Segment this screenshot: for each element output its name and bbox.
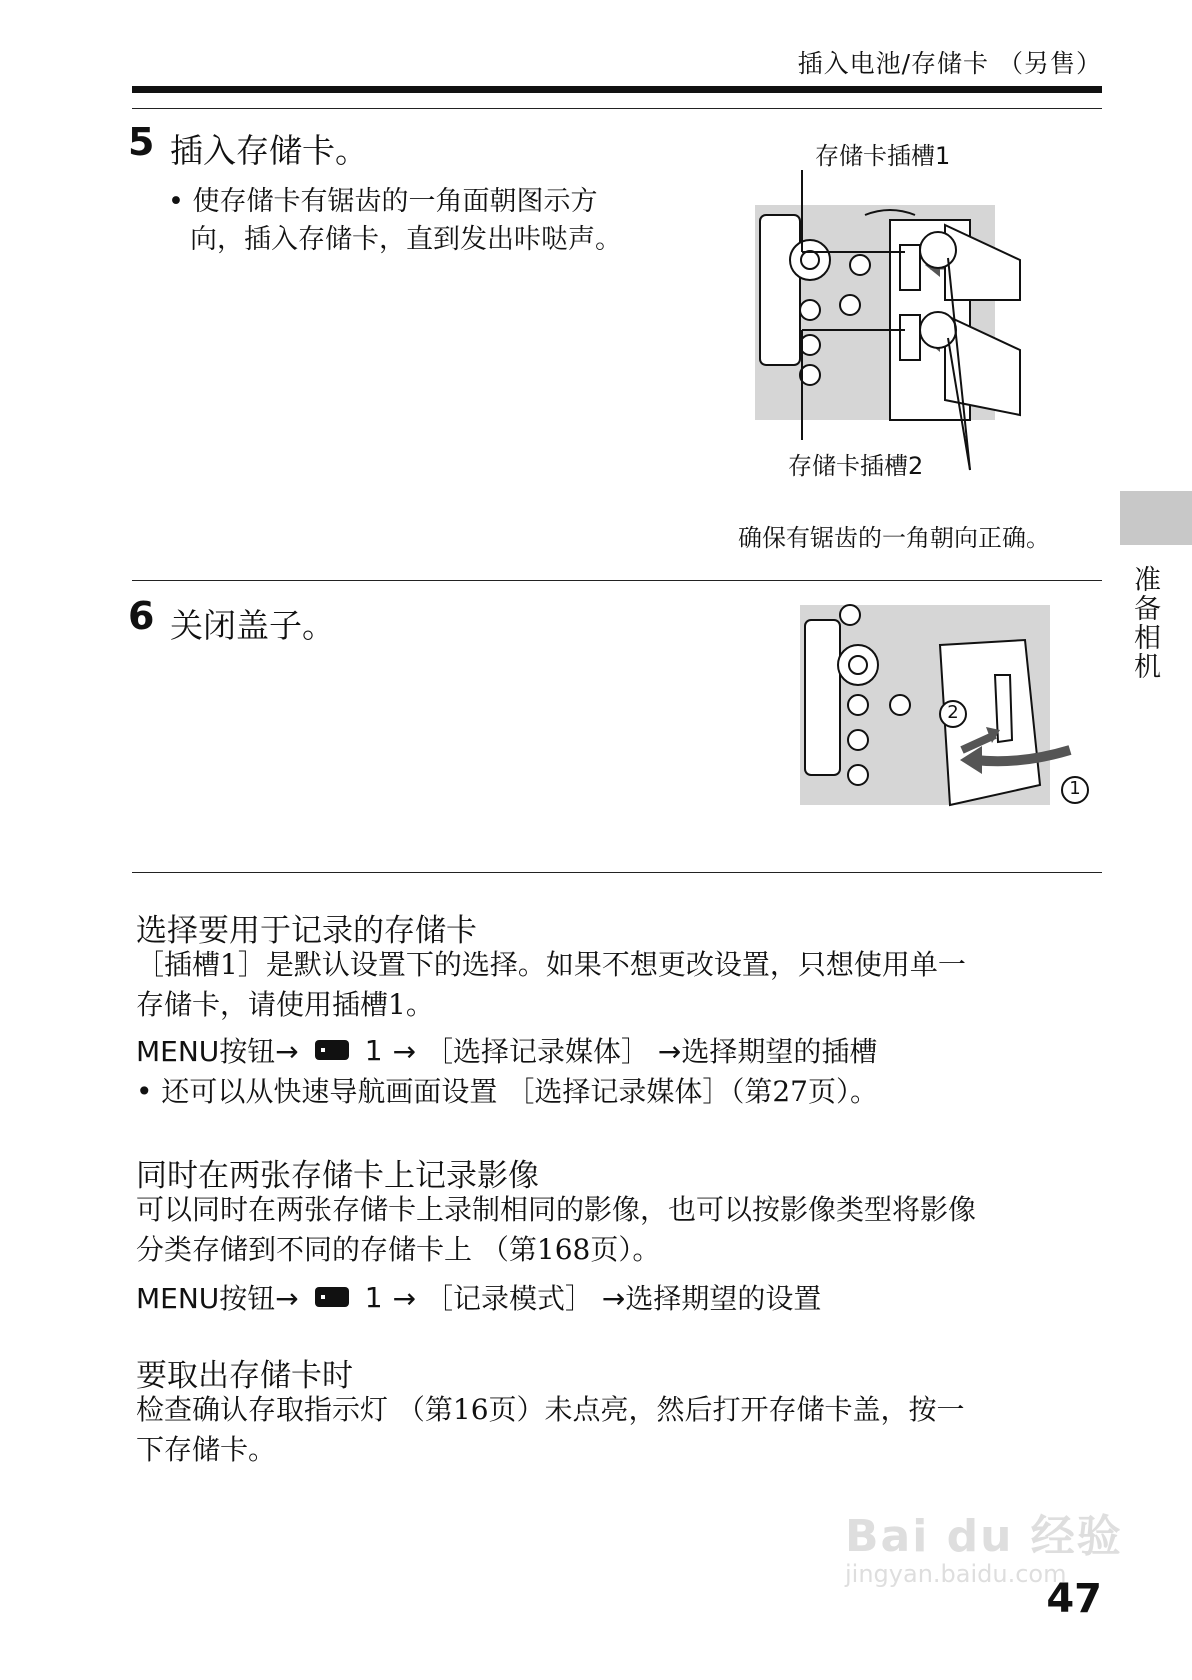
marker-1: 1 [1069,778,1081,799]
menu-suffix: → ［记录模式］ →选择期望的设置 [392,1282,822,1315]
section-text: 可以同时在两张存储卡上录制相同的影像，也可以按影像类型将影像 [136,1193,977,1226]
camera-menu-icon [315,1287,349,1307]
watermark-brand: Bai du 经验 [845,1511,1123,1562]
section-note: • 还可以从快速导航画面设置 ［选择记录媒体］（第27页）。 [136,1075,878,1108]
section-heading: 要取出存储卡时 [136,1358,353,1394]
section-text: 存储卡，请使用插槽1。 [136,988,434,1021]
watermark-url: jingyan.baidu.com [845,1560,1067,1588]
divider [132,108,1102,109]
camera-menu-icon [315,1040,349,1060]
menu-prefix: MENU按钮→ [136,1282,299,1315]
section-heading: 选择要用于记录的存储卡 [136,913,477,949]
chapter-label: 准备相机 [1129,565,1160,681]
step-instruction-line: • 使存储卡有锯齿的一角面朝图示方 [168,186,598,217]
divider [132,872,1102,873]
section-heading: 同时在两张存储卡上记录影像 [136,1158,539,1194]
menu-suffix: → ［选择记录媒体］ →选择期望的插槽 [392,1035,878,1068]
chapter-tab [1120,491,1192,545]
header-rule [132,86,1102,93]
divider [132,580,1102,581]
menu-prefix: MENU按钮→ [136,1035,299,1068]
menu-page-number: 1 [364,1033,383,1067]
menu-path [136,1277,821,1317]
page-number: 47 [1046,1576,1102,1622]
section-text: 下存储卡。 [136,1433,277,1466]
running-header: 插入电池/存储卡 （另售） [797,49,1102,78]
step-title: 插入存储卡。 [170,131,368,170]
label-corner: 确保有锯齿的一角朝向正确。 [738,524,1050,552]
step-number: 6 [128,594,155,638]
step-title: 关闭盖子。 [170,606,335,645]
section-text: 检查确认存取指示灯 （第16页）未点亮，然后打开存储卡盖，按一 [136,1393,965,1426]
marker-2: 2 [947,702,959,723]
label-slot-2: 存储卡插槽2 [788,452,924,480]
section-text: 分类存储到不同的存储卡上 （第168页）。 [136,1233,661,1266]
section-text: ［插槽1］是默认设置下的选择。如果不想更改设置，只想使用单一 [136,948,966,981]
baidu-watermark [845,1500,1123,1588]
step-number: 5 [128,120,155,164]
menu-page-number: 1 [364,1280,383,1314]
label-slot-1: 存储卡插槽1 [815,142,951,170]
menu-path [136,1030,877,1070]
card-insertion-illustration [750,170,1100,510]
step-instruction-line: 向，插入存储卡，直到发出咔哒声。 [190,224,622,255]
